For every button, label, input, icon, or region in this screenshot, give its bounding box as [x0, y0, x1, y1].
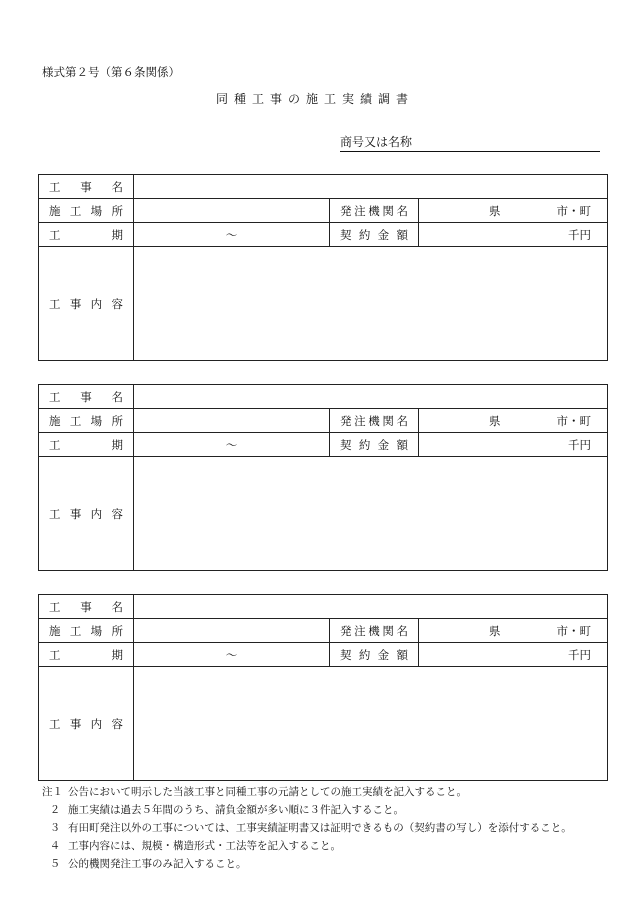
- document-title: 同種工事の施工実績調書: [215, 92, 414, 106]
- amount-field[interactable]: [419, 643, 607, 666]
- row-location: [39, 409, 607, 433]
- form-label: 様式第２号（第６条関係）: [42, 65, 180, 79]
- period-label: 工 期: [39, 433, 134, 456]
- note-item: [42, 819, 572, 837]
- project-name-label: 工 事 名: [39, 595, 134, 618]
- client-label: 発 注 機 関 名: [329, 619, 419, 642]
- location-field[interactable]: [134, 409, 329, 432]
- record-table: [38, 384, 608, 571]
- row-period: [39, 223, 607, 247]
- amount-field[interactable]: [419, 433, 607, 456]
- record-table: [38, 174, 608, 361]
- amount-label: 契 約 金 額: [329, 433, 419, 456]
- content-label: 工 事 内 容: [39, 247, 134, 360]
- prefecture-label: 県: [489, 413, 501, 428]
- client-label: 発 注 機 関 名: [329, 199, 419, 222]
- note-text: 公的機関発注工事のみ記入すること。: [68, 858, 247, 870]
- location-field[interactable]: [134, 199, 329, 222]
- amount-label: 契 約 金 額: [329, 643, 419, 666]
- client-field[interactable]: [419, 199, 607, 222]
- row-location: [39, 199, 607, 223]
- period-separator: ～: [225, 437, 238, 452]
- note-text: 工事内容には、規模・構造形式・工法等を記入すること。: [68, 840, 341, 852]
- client-label: 発 注 機 関 名: [329, 409, 419, 432]
- amount-unit: 千円: [568, 227, 591, 242]
- city-town-label: 市・町: [556, 413, 591, 428]
- prefecture-label: 県: [489, 623, 501, 638]
- row-location: [39, 619, 607, 643]
- client-field[interactable]: [419, 619, 607, 642]
- period-field[interactable]: [134, 223, 329, 246]
- project-name-label: 工 事 名: [39, 175, 134, 198]
- project-name-label: 工 事 名: [39, 385, 134, 408]
- row-content: [39, 457, 607, 570]
- location-label: 施 工 場 所: [39, 409, 134, 432]
- period-label: 工 期: [39, 643, 134, 666]
- content-field[interactable]: [134, 457, 607, 570]
- note-text: 施工実績は過去５年間のうち、請負金額が多い順に３件記入すること。: [68, 804, 404, 816]
- row-period: [39, 643, 607, 667]
- note-text: 有田町発注以外の工事については、工事実績証明書又は証明できるもの（契約書の写し）を添付すること。: [68, 822, 572, 834]
- location-field[interactable]: [134, 619, 329, 642]
- project-name-field[interactable]: [134, 385, 607, 408]
- note-number: 注１: [42, 786, 63, 798]
- amount-label: 契 約 金 額: [329, 223, 419, 246]
- period-field[interactable]: [134, 433, 329, 456]
- amount-unit: 千円: [568, 437, 591, 452]
- row-project-name: [39, 175, 607, 199]
- location-label: 施 工 場 所: [39, 619, 134, 642]
- row-content: [39, 247, 607, 360]
- amount-field[interactable]: [419, 223, 607, 246]
- period-separator: ～: [225, 227, 238, 242]
- project-name-field[interactable]: [134, 595, 607, 618]
- period-separator: ～: [225, 647, 238, 662]
- note-item: [42, 801, 572, 819]
- content-field[interactable]: [134, 247, 607, 360]
- note-item: [42, 783, 572, 801]
- period-label: 工 期: [39, 223, 134, 246]
- company-name-field[interactable]: [340, 133, 600, 152]
- period-field[interactable]: [134, 643, 329, 666]
- row-content: [39, 667, 607, 780]
- content-field[interactable]: [134, 667, 607, 780]
- content-label: 工 事 内 容: [39, 667, 134, 780]
- note-number: ４: [49, 840, 61, 852]
- notes: [42, 783, 572, 873]
- city-town-label: 市・町: [556, 203, 591, 218]
- location-label: 施 工 場 所: [39, 199, 134, 222]
- record-table: [38, 594, 608, 781]
- note-number: ５: [49, 858, 61, 870]
- row-period: [39, 433, 607, 457]
- company-name-label: 商号又は名称: [340, 135, 413, 149]
- row-project-name: [39, 595, 607, 619]
- amount-unit: 千円: [568, 647, 591, 662]
- row-project-name: [39, 385, 607, 409]
- note-text: 公告において明示した当該工事と同種工事の元請としての施工実績を記入すること。: [68, 786, 467, 798]
- prefecture-label: 県: [489, 203, 501, 218]
- project-name-field[interactable]: [134, 175, 607, 198]
- note-number: ２: [49, 804, 61, 816]
- city-town-label: 市・町: [556, 623, 591, 638]
- note-number: ３: [49, 822, 61, 834]
- note-item: [42, 855, 572, 873]
- content-label: 工 事 内 容: [39, 457, 134, 570]
- note-item: [42, 837, 572, 855]
- client-field[interactable]: [419, 409, 607, 432]
